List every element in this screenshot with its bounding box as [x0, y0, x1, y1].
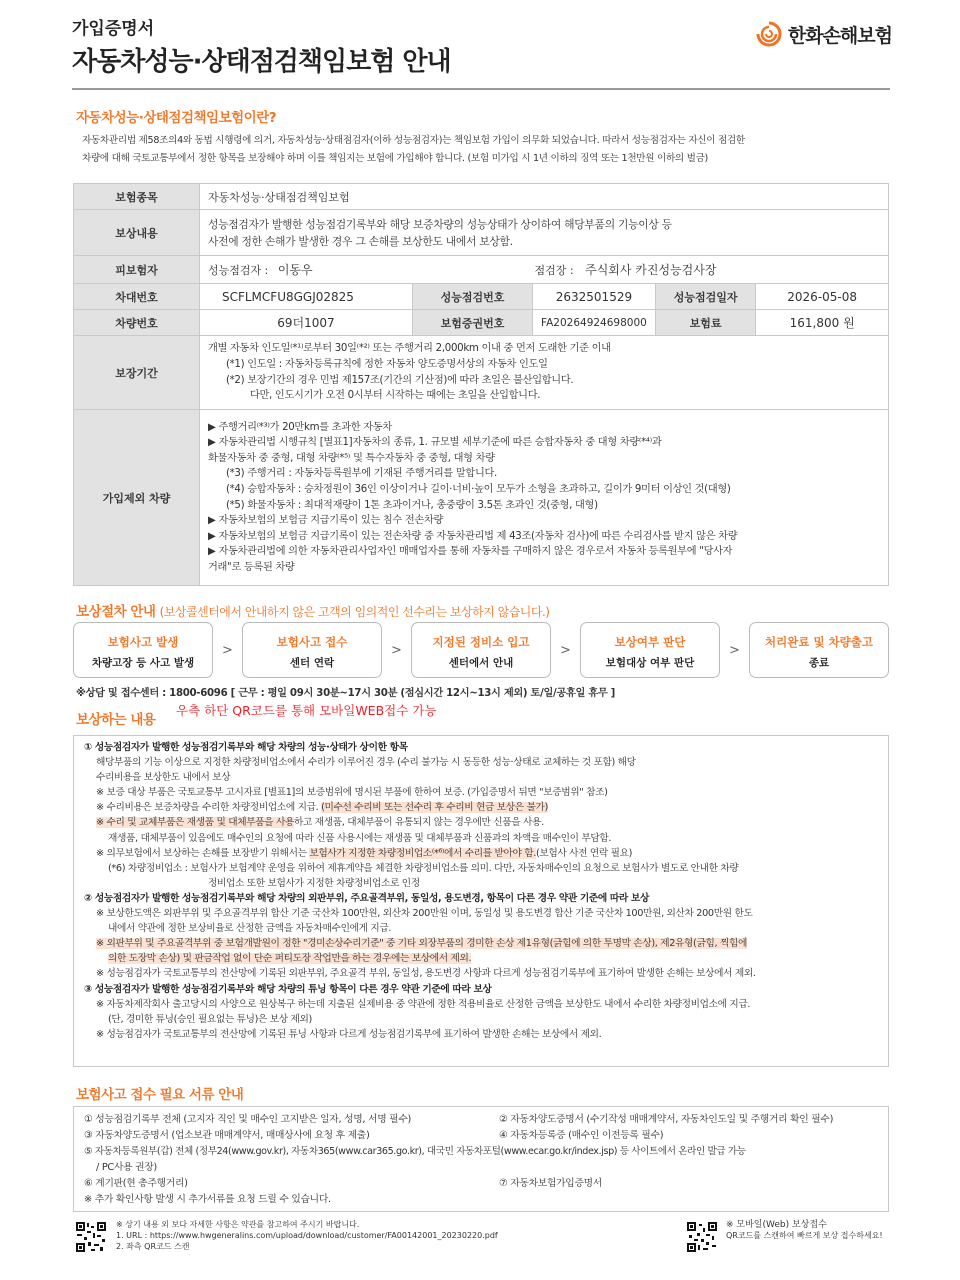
period-line: (*1) 인도일 : 자동차등록규칙에 정한 자동차 양도증명서상의 자동차 인도일 [225, 358, 548, 370]
procedure-heading: 보상절차 안내 [76, 604, 156, 620]
qr-code-mobile-claim[interactable] [686, 1221, 718, 1253]
document-title: 자동차성능·상태점검책임보험 안내 [72, 47, 451, 77]
footer-left-notes [116, 1220, 498, 1252]
footer-note: ※ 상기 내용 외 보다 자세한 사항은 약관를 참고하여 주시기 바랍니다. [116, 1220, 360, 1229]
section-heading-docs: 보험사고 접수 필요 서류 안내 [76, 1087, 244, 1103]
period-line: (*2) 보장기간의 경우 민법 제157조(기간의 기산점)에 따라 초일은 불산입합니다. [225, 374, 574, 386]
excluded-line: ▶ 자동차관리법에 의한 자동차관리사업자인 매매업자를 통해 자동차를 구매하지 않은 경우로서 자동차 등록원부에 "당사자 [207, 546, 733, 558]
coverage-item-title: ① 성능점검자가 발행한 성능점검기록부와 해당 차량의 성능·상태가 상이한 항목 [84, 742, 408, 753]
footer-note: QR코드를 스캔하여 빠르게 보상 접수하세요! [726, 1230, 883, 1240]
insured-label: 피보험자 [74, 256, 200, 284]
intro-line: 자동차관리법 제58조의4와 동법 시행령에 의거, 자동차성능·상태점검자(이하 성능점검자)는 책임보험 가입이 의무화 되었습니다. 따라서 성능점검자는 자신이 점검한 [82, 135, 745, 146]
doc-item: ④ 자동차등록증 (매수인 이전등록 필수) [499, 1130, 664, 1141]
excluded-line: ▶ 자동차관리법 시행규칙 [별표1]자동차의 종류, 1. 규모별 세부기준에 따른 승합자동차 중 대형 차량⁽*⁴⁾과 [207, 437, 662, 449]
coverage-note [84, 936, 888, 951]
period-line: 다만, 인도시기가 오전 0시부터 시작하는 때에는 초일을 산입합니다. [249, 390, 541, 402]
note-text: 하고 재생품, 대체부품이 유통되지 않는 경우에만 신품을 사용. [294, 817, 544, 829]
excluded-line: (*5) 화물자동차 : 최대적재량이 1톤 초과이거나, 총중량이 3.5톤 초과인 것(중형, 대형) [225, 499, 598, 511]
step-desc: 센터 연락 [289, 657, 335, 669]
coverage-text: 해당부품의 기능 이상으로 지정한 차량정비업소에서 수리가 이루어진 경우 (수리 불가능 시 동등한 성능·상태로 교체하는 것 포함) 해당 [96, 757, 636, 769]
inspect-no-label: 성능점검번호 [412, 284, 532, 310]
shop-prefix: 점검장 : [534, 264, 574, 277]
vin-label: 차대번호 [74, 284, 200, 310]
insured-name: 이동우 [277, 263, 313, 277]
doc-item: ※ 추가 확인사항 발생 시 추가서류를 요청 드릴 수 있습니다. [84, 1194, 331, 1205]
qr-code-terms[interactable] [75, 1221, 107, 1253]
product-label: 보험종목 [74, 184, 200, 210]
footer-note: 2. 좌측 QR코드 스캔 [116, 1241, 190, 1251]
section-heading-procedure [76, 600, 549, 620]
procedure-steps [73, 622, 889, 678]
footer-right-notes [726, 1220, 883, 1242]
highlighted-text: 의한 도장막 손상) 및 판금작업 없이 단순 퍼티도장 작업만을 하는 경우에는 보상에서 제외. [108, 953, 472, 965]
note-text: ※ 수리비용은 보증차량을 수리한 차량정비업소에 지급. [96, 802, 322, 814]
qr-mobile-note: 우측 하단 QR코드를 통해 모바일WEB접수 가능 [176, 703, 437, 718]
plate-label: 차량번호 [74, 310, 200, 336]
coverage-note [84, 846, 888, 861]
doc-item: / PC사용 권장) [96, 1162, 157, 1173]
doc-item: ⑦ 자동차보험가입증명서 [499, 1178, 602, 1189]
chevron-right-icon: > [729, 642, 740, 658]
document-header [72, 14, 892, 80]
procedure-step [73, 622, 213, 678]
step-title: 보상여부 판단 [614, 635, 686, 649]
coverage-note: ※ 보상한도액은 외판부위 및 주요골격부위 합산 기준 국산차 100만원, 외산차 200만원 이며, 동일성 및 용도변경 합산 기준 국산차 100만원, 외산차 200만원 한도 [96, 908, 753, 920]
period-line: 개별 자동차 인도일⁽*¹⁾로부터 30일⁽*²⁾ 또는 주행거리 2,000km 이내 중 먼저 도래한 기준 이내 [207, 343, 611, 355]
doc-item: ③ 자동차양도증명서 (업소보관 매매계약서, 매매상사에 요청 후 제출) [84, 1130, 370, 1141]
highlighted-text: 보험사가 지정한 차량정비업소⁽*⁶⁾에서 수리를 받아야 함. [309, 847, 536, 859]
shop-name: 주식회사 카진성능검사장 [585, 263, 717, 277]
qr-code-icon [75, 1221, 107, 1253]
excluded-label: 가입제외 차량 [74, 410, 200, 586]
premium-label: 보험료 [655, 310, 756, 336]
coverage-line: 성능점검자가 발행한 성능점검기록부와 해당 보증차량의 성능상태가 상이하여 해당부품의 기능이상 등 [207, 217, 672, 231]
coverage-line: 사전에 정한 손해가 발생한 경우 그 손해를 보상한도 내에서 보상함. [207, 234, 513, 248]
coverage-note: 정비업소 또한 보험사가 지정한 차량정비업소로 인정 [208, 877, 420, 889]
doc-item: ① 성능점검기록부 전체 (고지자 직인 및 매수인 고지받은 일자, 성명, 서명 필수) [84, 1114, 412, 1125]
step-desc: 종료 [808, 657, 830, 669]
coverage-note [84, 951, 888, 966]
highlighted-text: (미수선 수리비 또는 선수리 후 수리비 현금 보상은 불가) [321, 802, 548, 814]
coverage-note: 재생품, 대체부품이 있음에도 매수인의 요청에 따라 신품 사용시에는 재생품 및 대체부품과 신품과의 차액을 매수인이 부담함. [108, 832, 612, 844]
coverage-note: ※ 성능점검자가 국토교통부의 전산망에 기록된 튜닝 사항과 다르게 성능점검기록부에 표기하여 발생한 손해는 보상에서 제외. [96, 1028, 602, 1040]
coverage-note: (*6) 차량정비업소 : 보험사가 보험계약 운영을 위하여 제휴계약을 체결한 차량정비업소를 의미. 다만, 자동차매수인의 요청으로 보험사가 별도로 안내한 차량 [108, 862, 739, 874]
coverage-note [84, 815, 888, 830]
note-text: (보험사 사전 연락 필요) [535, 847, 633, 859]
product-value: 자동차성능·상태점검책임보험 [199, 184, 888, 210]
required-docs-box [73, 1106, 889, 1212]
step-title: 처리완료 및 차량출고 [765, 635, 873, 649]
step-desc: 센터에서 안내 [448, 657, 514, 669]
procedure-step [242, 622, 382, 678]
period-label: 보장기간 [74, 336, 200, 410]
hanwha-logo-icon [754, 20, 784, 48]
step-title: 보험사고 발생 [107, 635, 179, 649]
excluded-line: (*4) 승합자동차 : 승차정원이 36인 이상이거나 길이·너비·높이 모두가 소형을 초과하고, 길이가 9미터 이상인 것(대형) [225, 483, 731, 495]
excluded-line: 화물자동차 중 중형, 대형 차량⁽*⁵⁾ 및 특수자동차 중 중형, 대형 차량 [207, 452, 495, 464]
document-subtitle: 가입증명서 [72, 19, 155, 39]
coverage-details [73, 735, 889, 1067]
section-heading-coverage: 보상하는 내용 [76, 712, 156, 728]
excluded-line: ▶ 자동차보험의 보험금 지급기록이 있는 전손차량 중 자동차관리법 제 43조(자동차 검사)에 따른 수리검사를 받지 않은 차량 [207, 530, 738, 542]
coverage-text: 수리비용을 보상한도 내에서 보상 [96, 772, 231, 784]
insured-prefix: 성능점검자 : [207, 264, 269, 277]
doc-item: ⑤ 자동차등록원부(갑) 전체 (정부24(www.gov.kr), 자동차365(www.car365.go.kr), 대국민 자동차포털(www.ecar.go.kr/index.jsp) 등 사이트에서 온라인 발급 가능 [84, 1146, 746, 1157]
procedure-step [749, 622, 889, 678]
step-title: 지정된 정비소 입고 [432, 635, 530, 649]
coverage-note: ※ 자동차제작회사 출고당시의 사양으로 원상복구 하는데 지출된 실제비용 중 약관에 정한 적용비율로 산정한 금액을 보상한도 내에서 수리한 차량정비업소에 지급. [96, 998, 751, 1010]
chevron-right-icon: > [560, 642, 571, 658]
step-desc: 차량고장 등 사고 발생 [91, 657, 195, 669]
coverage-note: 내에서 약관에 정한 보상비율로 산정한 금액을 자동차매수인에게 지급. [108, 923, 392, 935]
excluded-line: 거래"로 등록된 차량 [207, 561, 295, 573]
inspect-no-value: 2632501529 [533, 284, 656, 310]
header-divider [72, 88, 890, 90]
premium-value: 161,800 원 [756, 310, 889, 336]
highlighted-text: ※ 수리 및 교체부품은 재생품 및 대체부품을 사용 [96, 817, 295, 829]
coverage-item-title: ③ 성능점검자가 발행한 성능점검기록부와 해당 차량의 튜닝 항목이 다른 경우 약관 기준에 따라 보상 [84, 983, 492, 995]
vin-value: SCFLMCFU8GGJ02825 [199, 284, 412, 310]
coverage-note: ※ 보증 대상 부품은 국토교통부 고시자료 [별표1]의 보증범위에 명시된 부품에 한하여 보증. (가입증명서 뒤면 "보증범위" 참조) [96, 787, 608, 799]
doc-item: ⑥ 계기판(현 총주행거리) [84, 1178, 188, 1189]
coverage-item-title: ② 성능점검자가 발행한 성능점검기록부와 해당 차량의 외판부위, 주요골격부위, 동일성, 용도변경, 항목이 다른 경우 약관 기준에 따라 보상 [84, 892, 649, 904]
procedure-step [411, 622, 551, 678]
inspect-date-value: 2026-05-08 [756, 284, 889, 310]
note-text: ※ 의무보험에서 보상하는 손해를 보장받기 위해서는 [96, 847, 310, 859]
doc-item: ② 자동차양도증명서 (수기작성 매매계약서, 자동차인도일 및 주행거리 확인 필수) [499, 1114, 834, 1125]
policy-value: FA20264924698000 [533, 310, 656, 336]
logo-text: 한화손해보험 [787, 24, 892, 47]
excluded-line: (*3) 주행거리 : 자동차등록원부에 기재된 주행거리를 말합니다. [225, 468, 497, 480]
policy-label: 보험증권번호 [412, 310, 532, 336]
highlighted-text: ※ 외판부위 및 주요골격부위 중 보험개발원이 정한 "경미손상수리기준" 중 기타 외장부품의 경미한 손상 제1유형(긁힘에 의한 투명막 손상), 제2유형(긁힘, 찍힘에 [96, 938, 747, 950]
excluded-line: ▶ 자동차보험의 보험금 지급기록이 있는 침수 전손차량 [207, 515, 444, 527]
section-heading-what-is: 자동차성능·상태점검책임보험이란? [76, 110, 277, 126]
step-title: 보험사고 접수 [276, 635, 348, 649]
coverage-note: ※ 성능점검자가 국토교통부의 전산망에 기록된 외판부위, 주요골격 부위, 동일성, 용도변경 사항과 다르게 성능점검기록부에 표기하여 발생한 손해는 보상에서 제외. [96, 968, 756, 980]
procedure-note: (보상콜센터에서 안내하지 않은 고객의 임의적인 선수리는 보상하지 않습니다.) [159, 605, 550, 619]
qr-code-icon [686, 1221, 718, 1253]
coverage-note [84, 800, 888, 815]
insurance-info-table [73, 183, 889, 586]
company-logo [754, 20, 892, 48]
chevron-right-icon: > [391, 642, 402, 658]
excluded-line: ▶ 주행거리⁽*³⁾가 20만km를 초과한 자동차 [207, 421, 392, 433]
coverage-label: 보상내용 [74, 210, 200, 256]
footer-url[interactable]: 1. URL : https://www.hwgeneralins.com/upload/download/customer/FA00142001_20230220.pdf [116, 1230, 498, 1240]
footer-note: ※ 모바일(Web) 보상접수 [726, 1220, 827, 1230]
procedure-step [580, 622, 720, 678]
coverage-note: (단, 경미한 튜닝(승인 필요없는 튜닝)은 보상 제외) [108, 1013, 312, 1025]
intro-line: 차량에 대해 국토교통부에서 정한 항목을 보장해야 하며 이를 책임지는 보험에 가입해야 합니다. (보험 미가입 시 1년 이하의 징역 또는 1천만원 이하의 벌금) [82, 153, 709, 164]
plate-value: 69더1007 [199, 310, 412, 336]
chevron-right-icon: > [222, 642, 233, 658]
intro-text [82, 132, 888, 168]
contact-center-info: ※상담 및 접수센터 : 1800-6096 [ 근무 : 평일 09시 30분~17시 30분 (점심시간 12시~13시 제외) 토/일/공휴일 휴무 ] [76, 688, 616, 699]
inspect-date-label: 성능점검일자 [655, 284, 756, 310]
step-desc: 보험대상 여부 판단 [605, 657, 695, 669]
